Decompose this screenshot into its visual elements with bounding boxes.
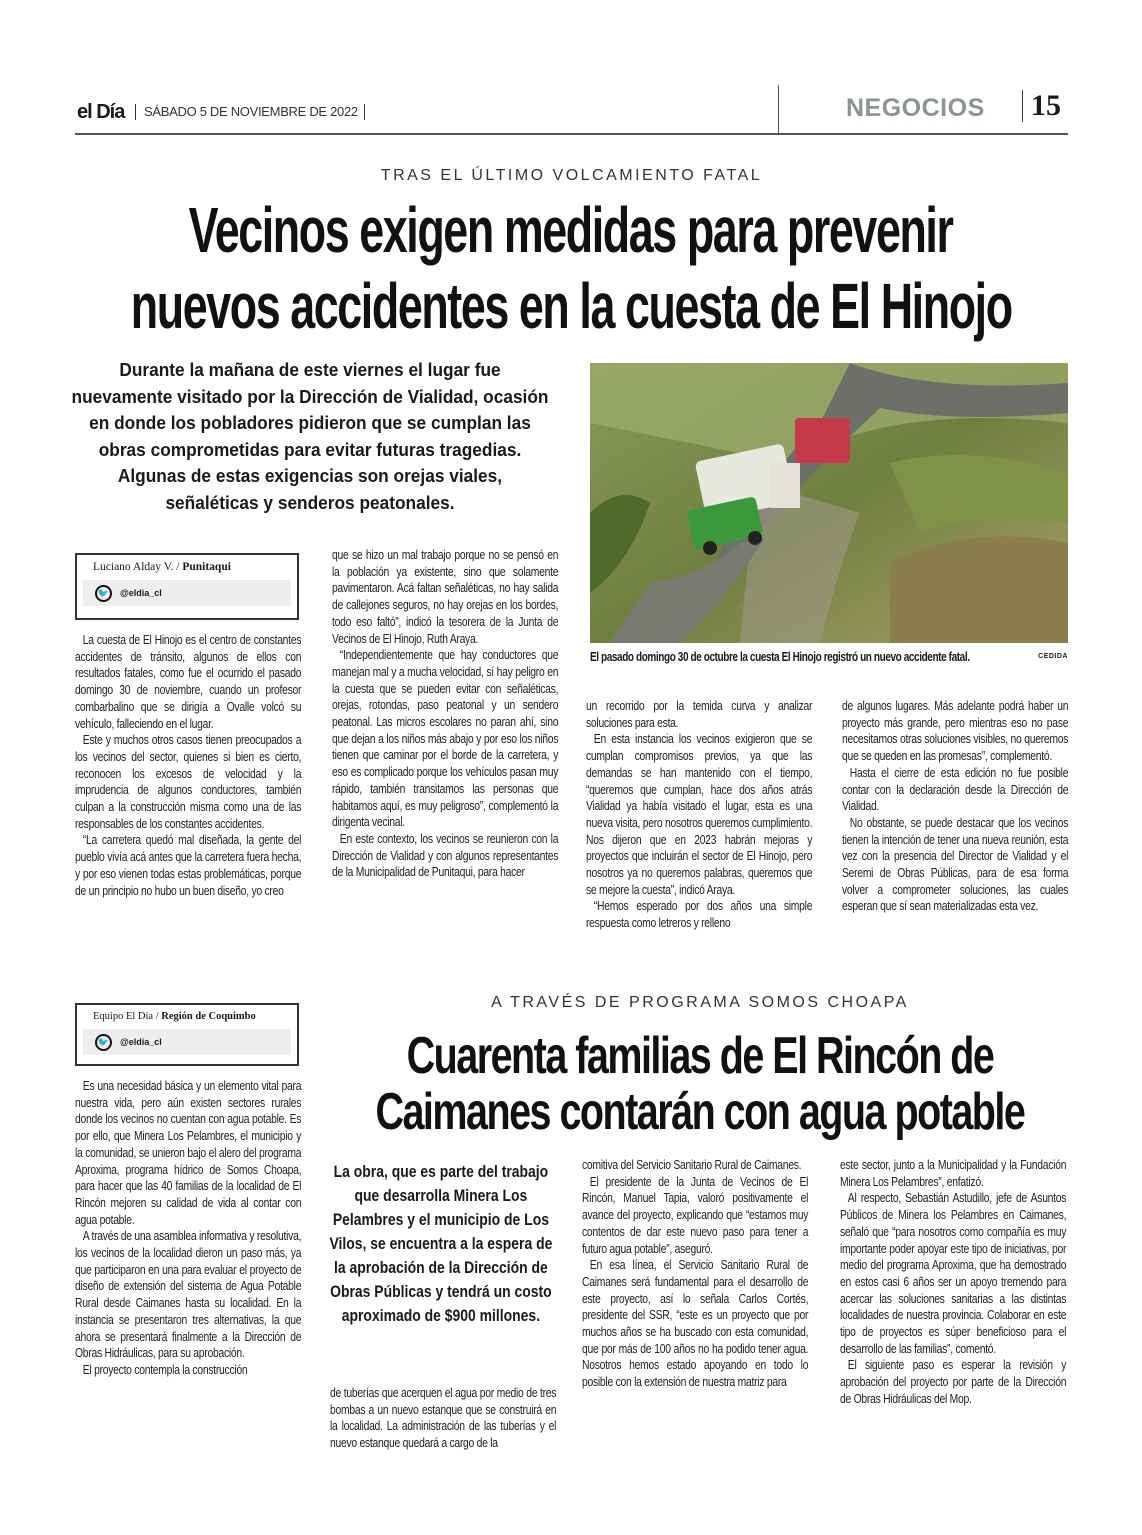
article2-lead: La obra, que es parte del trabajo que desarrolla Minera Los Pelambres y el municipio de Los Vilos, se encuentra a la espera de la aprobación de la Dirección de Obras Públicas y tendrá un costo aproximado de $900 millones. xyxy=(329,1162,553,1325)
paragraph: A través de una asamblea informativa y resolutiva, los vecinos de la localidad dieron un paso más, ya que participaron en una para evaluar el proyecto de diseño de extensión del sistema de Agua Potable Rural desde Caimanes hasta su localidad. En la instancia se presentaron tres alternativas, la que ahora se presentará finalmente a la Dirección de Obras Hidráulicas, para su aprobación. xyxy=(75,1228,302,1361)
article1-column-3 xyxy=(586,698,812,932)
accident-photo xyxy=(590,363,1068,643)
photo-caption: El pasado domingo 30 de octubre la cuesta El Hinojo registró un nuevo accidente fatal. xyxy=(590,650,970,664)
article1-column-1 xyxy=(75,632,301,899)
header-divider xyxy=(778,85,779,133)
article2-column-1 xyxy=(75,1078,301,1379)
paragraph: de tuberías que acerquen el agua por medio de tres bombas a un nuevo estanque que se construirá en la localidad. La administración de las tuberías y el nuevo estanque quedará a cargo de la xyxy=(330,1385,557,1451)
article1-lead: Durante la mañana de este viernes el lugar fue nuevamente visitado por la Dirección de Vialidad, ocasión en donde los pobladores pidieron que se cumplan las obras comprometidas para evitar futuras tragedias. Algunas de estas exigencias son orejas viales, señaléticas y senderos peatonales. xyxy=(71,360,549,513)
twitter-handle: @eldia_cl xyxy=(120,1037,162,1047)
page-number: 15 xyxy=(1022,90,1061,122)
twitter-icon: 🐦 xyxy=(95,585,112,602)
section-name: NEGOCIOS xyxy=(846,94,985,122)
article1-column-4 xyxy=(842,698,1068,915)
paragraph: No obstante, se puede destacar que los vecinos tienen la intención de tener una nueva reunión, esta vez con la presencia del Director de Vialidad y el Seremi de Obras Públicas, para de esa forma volver a comprometer soluciones, las cuales esperan que sí sean materializadas esta vez. xyxy=(842,814,1069,914)
paragraph: En esa línea, el Servicio Sanitario Rural de Caimanes será fundamental para el desarrollo de este proyecto, así lo señala Carlos Cortés, presidente del SSR, “este es un proyecto que por muchos años se ha buscado con esta comunidad, que por más de 100 años no ha podido tener agua. Nosotros hemos estado apoyando en todo lo posible con la extensión de nuestra matriz para xyxy=(582,1257,809,1390)
paragraph: “Hemos esperado por dos años una simple respuesta como letreros y relleno xyxy=(586,898,813,931)
photo-credit: CEDIDA xyxy=(1038,653,1068,660)
byline-author: Luciano Alday V. / xyxy=(93,561,180,573)
paragraph: El proyecto contempla la construcción xyxy=(82,1361,248,1377)
article1-byline xyxy=(75,553,299,620)
paragraph: “La carretera quedó mal diseñada, la gente del pueblo vivía acá antes que la carretera fuera hecha, y por eso vienen todas estas problemáticas, porque de un principio no hubo un buen diseño, yo creo xyxy=(75,832,302,898)
issue-date: SÁBADO 5 DE NOVIEMBRE DE 2022 xyxy=(135,104,365,120)
byline-location: Región de Coquimbo xyxy=(161,1011,256,1022)
headline-line: Vecinos exigen medidas para prevenir xyxy=(189,194,953,266)
article2-column-4 xyxy=(840,1157,1066,1408)
article2-column-3 xyxy=(582,1157,808,1391)
newspaper-logo: el Día xyxy=(77,101,125,123)
twitter-handle-row[interactable] xyxy=(83,580,291,606)
headline-line: nuevos accidentes en la cuesta de El Hinojo xyxy=(130,270,1012,342)
paragraph: un recorrido por la temida curva y analizar soluciones para esta. xyxy=(586,698,813,730)
twitter-icon: 🐦 xyxy=(95,1034,112,1051)
headline-line: Caimanes contarán con agua potable xyxy=(375,1083,1025,1141)
paragraph: que se hizo un mal trabajo porque no se pensó en la población ya existente, sino que solamente pavimentaron. Acá faltan señaléticas, no hay salida de callejones seguros, no hay orejas en los bordes, todo eso faltó”, indicó la tesorera de la Junta de Vecinos de El Hinojo, Ruth Araya. xyxy=(332,547,559,646)
paragraph: Al respecto, Sebastián Astudillo, jefe de Asuntos Públicos de Minera los Pelambres en Caimanes, señaló que “para nosotros como compañía es muy importante poder apoyar este tipo de iniciativas, por medio del programa Aproxima, que ha demostrado en estos casi 6 años ser un apoyo tremendo para acercar las soluciones sanitarias a las distintas localidades de nuestra provincia. Colaborar en este tipo de proyectos es súper beneficioso para el desarrollo de las familias”, comentó. xyxy=(840,1190,1067,1356)
byline-author: Equipo El Día / xyxy=(93,1011,159,1022)
photo-caption-row xyxy=(590,650,1068,668)
article1-headline xyxy=(0,192,1142,344)
paragraph: Este y muchos otros casos tienen preocupados a los vecinos del sector, quienes si bien es cierto, reconocen los excesos de velocidad y la imprudencia de algunos conductores, también culpan a la construcción misma como una de las responsables de los constantes accidentes. xyxy=(75,732,302,831)
paragraph: En este contexto, los vecinos se reunieron con la Dirección de Vialidad y con algunos representantes de la Municipalidad de Punitaqui, para hacer xyxy=(332,830,559,880)
article2-kicker: A TRAVÉS DE PROGRAMA SOMOS CHOAPA xyxy=(491,994,909,1011)
header-rule xyxy=(75,133,1068,135)
twitter-handle: @eldia_cl xyxy=(120,588,162,598)
paragraph: El siguiente paso es esperar la revisión y aprobación del proyecto por parte de la Dirección de Obras Hidráulicas del Mop. xyxy=(840,1357,1067,1406)
article1-column-2 xyxy=(332,547,558,881)
byline-location: Punitaqui xyxy=(182,561,231,573)
paragraph: este sector, junto a la Municipalidad y la Fundación Minera Los Pelambres”, enfatizó. xyxy=(840,1157,1067,1189)
paragraph: Hasta el cierre de esta edición no fue posible contar con la declaración desde la Dirección de Vialidad. xyxy=(842,764,1069,814)
paragraph: El presidente de la Junta de Vecinos de El Rincón, Manuel Tapia, valoró positivamente el avance del proyecto, explicando que “estamos muy contentos de dar este nuevo paso para tener a futuro agua potable”, aseguró. xyxy=(582,1173,809,1256)
twitter-handle-row[interactable] xyxy=(83,1029,291,1055)
paragraph: Es una necesidad básica y un elemento vital para nuestra vida, pero aún existen sectores rurales donde los vecinos no cuentan con agua potable. Es por ello, que Minera Los Pelambres, el municipio y la comunidad, se unieron bajo el alero del programa Aproxima, programa hídrico de Somos Choapa, para hacer que las 40 familias de la localidad de El Rincón mejoren su calidad de vida al contar con agua potable. xyxy=(75,1078,302,1227)
article2-byline xyxy=(75,1003,299,1066)
article1-kicker: TRAS EL ÚLTIMO VOLCAMIENTO FATAL xyxy=(380,167,763,184)
paragraph: comitiva del Servicio Sanitario Rural de Caimanes. xyxy=(582,1157,802,1172)
article2-headline xyxy=(330,1028,1070,1140)
paragraph: La cuesta de El Hinojo es el centro de constantes accidentes de tránsito, algunos de ellos con resultados fatales, como fue el ocurrido el pasado domingo 30 de noviembre, cuando un profesor combarbalino que se dirigía a Ovalle volcó su vehículo, falleciendo en el lugar. xyxy=(75,632,302,731)
article2-column-2 xyxy=(330,1385,556,1452)
paragraph: “Independientemente que hay conductores que manejan mal y a mucha velocidad, sí hay peligro en la cuesta que se pueden evitar con señaléticas, orejas, rotondas, paso peatonal y un sendero peatonal. Las micros escolares no paran ahí, sino que dejan a los niños más abajo y por eso los niños tienen que caminar por el borde de la carretera, y eso es complicado porque los vehículos pasan muy rápido, también transitamos las personas que habitamos aquí, es muy peligroso”, complementó la dirigenta vecinal. xyxy=(332,647,559,830)
paragraph: En esta instancia los vecinos exigieron que se cumplan compromisos previos, ya que las demandas se han mantenido con el tiempo, “queremos que cumplan, hace dos años atrás Vialidad ya había visitado el lugar, esta es una nueva visita, pero nosotros queremos cumplimiento. Nos dijeron que en 2023 habrán mejoras y proyectos que incluirán el sector de El Hinojo, pero nosotros ya no queremos palabras, queremos que se mejore la cuesta”, indicó Araya. xyxy=(586,731,813,897)
paragraph: de algunos lugares. Más adelante podrá haber un proyecto más grande, pero mientras eso no pase necesitamos otras soluciones visibles, no queremos que se queden en las promesas”, complementó. xyxy=(842,698,1069,764)
headline-line: Cuarenta familias de El Rincón de xyxy=(406,1027,994,1085)
